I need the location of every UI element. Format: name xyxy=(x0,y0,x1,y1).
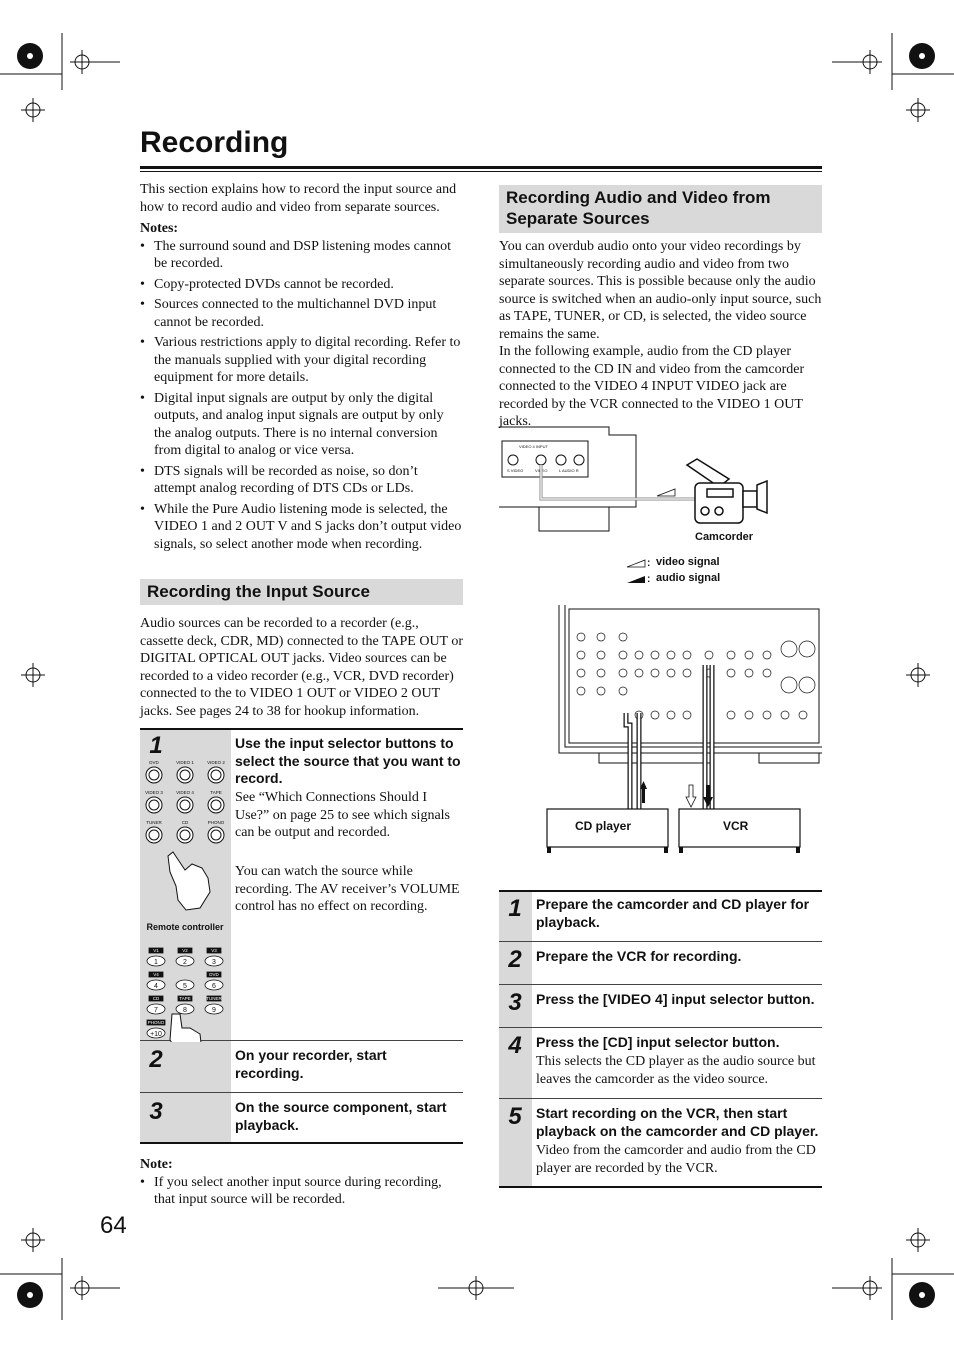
step-number: 3 xyxy=(508,989,522,1016)
step-number: 2 xyxy=(508,946,522,973)
keypad-number: 8 xyxy=(183,1007,187,1014)
step-table-right xyxy=(499,890,822,1188)
step-text: See “Which Connections Should I Use?” on page 25 to see which signals can be output and recorded. xyxy=(235,790,450,840)
list-item: • Sources connected to the multichannel DVD input cannot be recorded. xyxy=(140,296,463,331)
step-number: 2 xyxy=(149,1046,163,1073)
cd-player-label: CD player xyxy=(575,819,632,833)
keypad-number: 5 xyxy=(183,983,187,990)
keypad-label: V2 xyxy=(182,948,188,953)
step-title: Press the [VIDEO 4] input selector button. xyxy=(536,991,815,1007)
keypad-number: +10 xyxy=(150,1031,162,1038)
separate-body xyxy=(499,238,822,431)
keypad-number: 2 xyxy=(183,959,187,966)
svg-text::: : xyxy=(647,574,651,585)
connection-diagram xyxy=(499,425,822,855)
svg-text::: : xyxy=(647,558,651,569)
keypad-label: V4 xyxy=(153,972,159,977)
section-heading-line: Recording Audio and Video from xyxy=(506,188,771,207)
vcr-label: VCR xyxy=(723,819,749,833)
keypad-number: 6 xyxy=(212,983,216,990)
step-title: Use the input selector buttons to select the source that you want to record. xyxy=(235,735,461,786)
remote-caption: Remote controller xyxy=(146,922,224,932)
front-jack-label: VIDEO xyxy=(535,468,548,473)
keypad-label: PHONO xyxy=(147,1020,165,1025)
step-title: Start recording on the VCR, then start playback on the camcorder and CD player. xyxy=(536,1105,819,1139)
notes-label: Notes: xyxy=(140,221,179,236)
page-title: Recording xyxy=(140,126,289,159)
keypad-number: 4 xyxy=(154,983,158,990)
list-item: • The surround sound and DSP listening modes cannot be recorded. xyxy=(140,238,463,273)
input-body: Audio sources can be recorded to a recorder (e.g., cassette deck, CDR, MD) connected to the TAPE OUT or DIGITAL OPTICAL OUT jacks. Video sources can be recorded to a video recorder (e.g., VCR, DVD recorder) connected to the to VIDEO 1 OUT or VIDEO 2 OUT jacks. See pages 24 to 38 for hookup information. xyxy=(140,616,464,719)
front-jack-label: L AUDIO R xyxy=(559,468,579,473)
step-number: 5 xyxy=(508,1103,522,1130)
step-title: Press the [CD] input selector button. xyxy=(536,1034,780,1050)
remote-button-label: PHONO xyxy=(207,820,225,825)
remote-button-label: VIDEO 3 xyxy=(145,790,163,795)
paragraph: In the following example, audio from the CD player connected to the CD IN and video from the camcorder connected to the VIDEO 4 INPUT VIDEO jack are recorded by the VCR connected to the VIDEO 1 OUT jacks. xyxy=(499,344,805,429)
remote-button-label: DVD xyxy=(149,760,159,765)
legend-video-signal: video signal xyxy=(656,556,720,568)
left-note xyxy=(140,1156,463,1212)
step-text: You can watch the source while recording. The AV receiver’s VOLUME control has no effect on recording. xyxy=(235,864,460,914)
title-rule-thin xyxy=(140,171,822,172)
intro-text: This section explains how to record the input source and how to record audio and video from separate sources. xyxy=(140,182,457,215)
keypad-label: DVD xyxy=(209,972,219,977)
camcorder-icon xyxy=(687,459,767,523)
keypad-number: 9 xyxy=(212,1007,216,1014)
legend-audio-signal: audio signal xyxy=(656,572,721,584)
remote-button-label: VIDEO 2 xyxy=(207,760,225,765)
remote-button-label: TAPE xyxy=(210,790,222,795)
front-panel-label: VIDEO 4 INPUT xyxy=(519,444,548,449)
section-heading-input xyxy=(140,579,463,605)
step-text: This selects the CD player as the audio source but leaves the camcorder as the video source. xyxy=(536,1054,816,1087)
remote-button-label: VIDEO 4 xyxy=(176,790,194,795)
keypad-number: 1 xyxy=(154,959,158,966)
remote-button-label: VIDEO 1 xyxy=(176,760,194,765)
list-item: • Digital input signals are output by only the digital outputs, and analog input signals are output by only the analog outputs. There is no internal conversion from digital to analog or vice versa. xyxy=(140,390,463,460)
keypad-number: 3 xyxy=(212,959,216,966)
keypad-label: TAPE xyxy=(179,996,191,1001)
step-text: Video from the camcorder and audio from the CD player are recorded by the VCR. xyxy=(536,1143,816,1176)
remote-illustration xyxy=(140,752,231,1042)
list-item: • Various restrictions apply to digital recording. Refer to the manuals supplied with your digital recording equipment for more details. xyxy=(140,334,463,387)
list-item: • If you select another input source during recording, that input source will be recorded. xyxy=(140,1174,463,1209)
remote-button-label: CD xyxy=(181,820,189,825)
notes-list xyxy=(140,238,463,554)
section-heading-line: Separate Sources xyxy=(506,209,650,228)
step-title: Prepare the VCR for recording. xyxy=(536,948,742,964)
remote-button-label: TUNER xyxy=(146,820,162,825)
page-number: 64 xyxy=(100,1212,127,1239)
keypad-label: V1 xyxy=(153,948,159,953)
list-item: • Copy-protected DVDs cannot be recorded. xyxy=(140,276,463,294)
title-rule xyxy=(140,166,822,169)
keypad-label: CD xyxy=(152,996,160,1001)
section-heading-separate xyxy=(499,185,822,233)
step-number: 1 xyxy=(149,732,163,759)
step-number: 3 xyxy=(149,1098,163,1125)
step-number: 4 xyxy=(508,1032,522,1059)
paragraph: You can overdub audio onto your video recordings by simultaneously recording audio and video from two separate sources. This is possible because only the audio source is switched when an audio-only input source, such as TAPE, TUNER, or CD, is selected, the video source remains the same. xyxy=(499,239,822,342)
step-title: Prepare the camcorder and CD player for playback. xyxy=(536,896,810,930)
keypad-label: TUNER xyxy=(206,996,222,1001)
step-number: 1 xyxy=(508,895,522,922)
step-table-left xyxy=(140,728,463,1144)
camcorder-label: Camcorder xyxy=(695,531,754,543)
keypad-number: 7 xyxy=(154,1007,158,1014)
front-jack-label: S VIDEO xyxy=(507,468,524,473)
step-title: On your recorder, start recording. xyxy=(235,1047,387,1081)
list-item: • DTS signals will be recorded as noise, so don’t attempt analog recording of DTS CDs or LDs. xyxy=(140,463,463,498)
keypad-label: V3 xyxy=(211,948,217,953)
step-title: On the source component, start playback. xyxy=(235,1099,447,1133)
left-column xyxy=(140,181,463,556)
section-heading-input-text: Recording the Input Source xyxy=(147,582,370,601)
list-item: • While the Pure Audio listening mode is selected, the VIDEO 1 and 2 OUT V and S jacks don’t output video signals, so select another mode when recording. xyxy=(140,501,463,554)
note-label: Note: xyxy=(140,1157,173,1172)
